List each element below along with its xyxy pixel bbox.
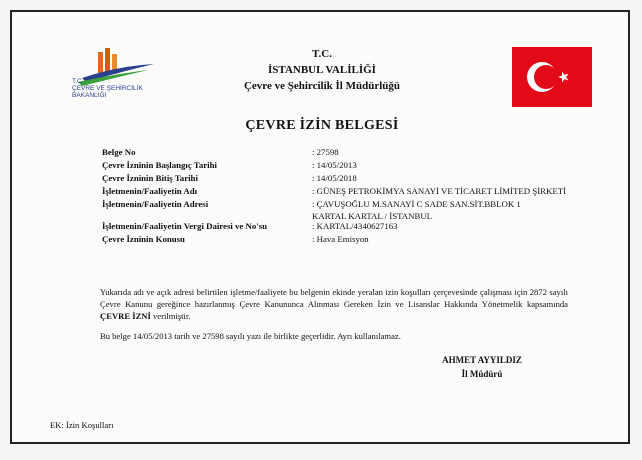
validity-note: Bu belge 14/05/2013 tarih ve 27598 sayılı yazı ile birlikte geçerlidir. Ayrı kullanılamaz. xyxy=(100,331,401,341)
field-value: : GÜNEŞ PETROKİMYA SANAYİ VE TİCARET LİMİTED ŞİRKETİ xyxy=(312,186,567,196)
field-value: : 27598 xyxy=(312,147,339,157)
field-row xyxy=(102,233,582,246)
field-label: İşletmenin/Faaliyetin Adresi xyxy=(102,199,209,209)
field-row xyxy=(102,172,582,185)
permit-statement xyxy=(100,286,568,322)
field-value: : Hava Emisyon xyxy=(312,234,369,244)
field-row xyxy=(102,159,582,172)
field-label: İşletmenin/Faaliyetin Adı xyxy=(102,186,198,196)
permit-document xyxy=(10,10,630,444)
field-label: Çevre İzninin Bitiş Tarihi xyxy=(102,173,198,183)
field-value: : 14/05/2013 xyxy=(312,160,357,170)
field-label: Çevre İzninin Başlangıç Tarihi xyxy=(102,160,217,170)
field-row xyxy=(102,185,582,198)
field-value: : 14/05/2018 xyxy=(312,173,357,183)
permit-statement-text: Yukarıda adı ve açık adresi belirtilen işletme/faaliyete bu belgenin ekinde yeralan izin koşulları çerçevesinde çalışması için 2872 sayılı Çevre Kanunu gereğince hazırlanmış Çevre Kanununca Alınması Gereken İzin ve Lisanslar Hakkında Yönetmelik kapsamında xyxy=(100,287,568,309)
annex-note: EK: İzin Koşulları xyxy=(50,420,114,430)
permit-fields xyxy=(102,146,582,246)
signatory-name: AHMET AYYILDIZ xyxy=(442,355,522,365)
field-row xyxy=(102,198,582,220)
field-row xyxy=(102,146,582,159)
ministry-logo-text: T.C. ÇEVRE VE ŞEHİRCİLİK BAKANLIĞI xyxy=(72,78,143,99)
header-directorate: Çevre ve Şehircilik İl Müdürlüğü xyxy=(243,80,401,92)
field-label: İşletmenin/Faaliyetin Vergi Dairesi ve No'su xyxy=(102,221,268,231)
field-value: : KARTAL/4340627163 xyxy=(312,221,398,231)
header-governorship: İSTANBUL VALİLİĞİ xyxy=(268,64,376,76)
permit-type-emphasis: ÇEVRE İZNİ xyxy=(100,311,151,321)
field-label: Belge No xyxy=(102,147,136,157)
permit-statement-suffix: verilmiştir. xyxy=(150,311,191,321)
header-tc: T.C. xyxy=(312,48,332,60)
document-title: ÇEVRE İZİN BELGESİ xyxy=(245,118,399,133)
field-label: Çevre İzninin Konusu xyxy=(102,234,185,244)
signatory-title: İl Müdürü xyxy=(461,369,503,379)
field-value: : ÇAVUŞOĞLU M.SANAYİ C SADE SAN.SİT.BBLOK 1 KARTAL KARTAL / İSTANBUL xyxy=(312,199,521,221)
field-row xyxy=(102,220,582,233)
